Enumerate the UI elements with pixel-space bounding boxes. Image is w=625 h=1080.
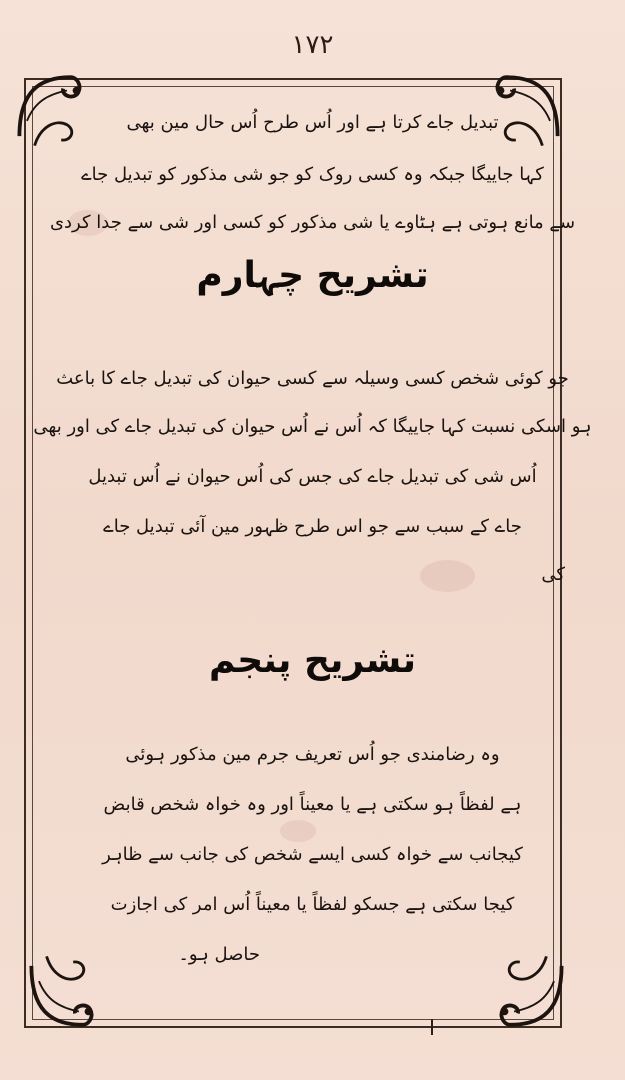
text-line: تبدیل جاے کرتا ہے اور اُس طرح اُس حال مین بھی <box>126 112 499 133</box>
text-line: اُس شی کی تبدیل جاے کی جس کی اُس حیوان نے اُس تبدیل <box>88 466 537 487</box>
text-line: جاے کے سبب سے جو اس طرح ظہور مین آئی تبدیل جاے <box>103 516 522 537</box>
text-line: سے مانع ہوتی ہے ہٹاوے یا شی مذکور کو کسی اور شی سے جدا کردی <box>49 212 576 233</box>
page-number: ۱۷۲ <box>291 30 334 60</box>
bottom-mark <box>420 1017 444 1037</box>
text-line: کیجانب سے خواہ کسی ایسے شخص کی جانب سے ظاہر <box>102 844 523 865</box>
section-heading-5: تشریح پنجم <box>209 640 416 681</box>
text-line: وہ رضامندی جو اُس تعریف جرم مین مذکور ہوئی <box>125 744 500 765</box>
text-line: کیجا سکتی ہے جسکو لفظاً یا معیناً اُس امر کی اجازت <box>110 894 515 915</box>
section-heading-4: تشریح چہارم <box>196 255 429 296</box>
text-line: کہا جاییگا جبکہ وہ کسی روک کو جو شی مذکور کو تبدیل جاے <box>81 164 544 185</box>
text-line: ہے لفظاً ہو سکتی ہے یا معیناً اور وہ خواہ شخص قابض <box>103 794 522 815</box>
text-line: جو کوئی شخص کسی وسیلہ سے کسی حیوان کی تبدیل جاے کا باعث <box>56 368 569 389</box>
ornament-corner-top-right <box>474 62 569 157</box>
ornament-corner-bottom-left <box>20 945 115 1040</box>
text-line: ہو اسکی نسبت کہا جاییگا کہ اُس نے اُس حیوان کی تبدیل جاے کی اور بھی <box>33 416 592 437</box>
text-line: کی <box>541 564 565 585</box>
ornament-corner-top-left <box>8 62 103 157</box>
ornament-corner-bottom-right <box>478 945 573 1040</box>
text-line: حاصل ہو۔ <box>178 944 260 965</box>
